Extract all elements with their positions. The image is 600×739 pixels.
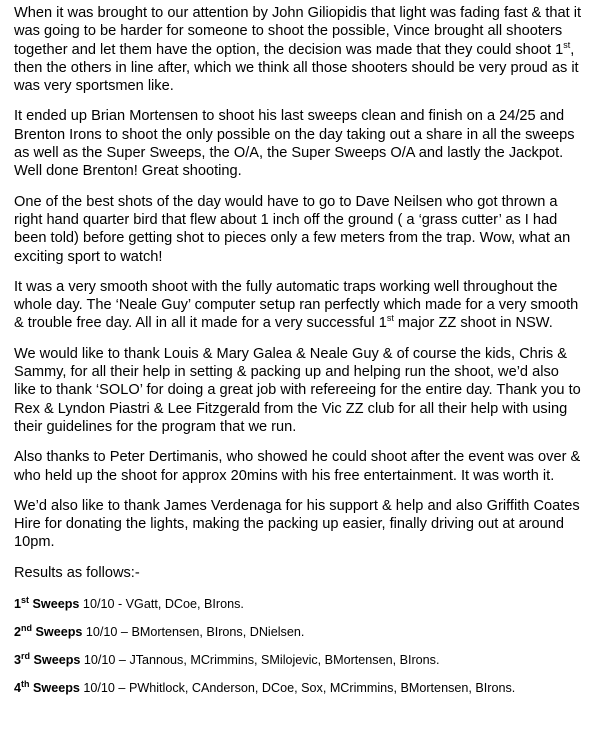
result-row-3: 3rd Sweeps 10/10 – JTannous, MCrimmins, SMilojevic, BMortensen, BIrons. <box>14 650 440 667</box>
paragraph-thanks-james: We’d also like to thank James Verdenaga for his support & help and also Griffith Coates Hire for donating the lights, making the packing up easier, finally driving out at around 10pm. <box>14 497 580 551</box>
paragraph-smooth-shoot: It was a very smooth shoot with the fully automatic traps working well throughout the whole day. The ‘Neale Guy’ computer setup ran perfectly which made for a very smooth & trouble free day. All in all it made for a very successful 1st major ZZ shoot in NSW. <box>14 278 579 332</box>
result-row-2: 2nd Sweeps 10/10 – BMortensen, BIrons, DNielsen. <box>14 622 305 639</box>
paragraph-brenton-irons: It ended up Brian Mortensen to shoot his last sweeps clean and finish on a 24/25 and Brenton Irons to shoot the only possible on the day taking out a share in all the sweeps as well as the Super Sweeps, the O/A, the Super Sweeps O/A and lastly the Jackpot. Well done Brenton! Great shooting. <box>14 108 575 180</box>
paragraph-thanks-peter: Also thanks to Peter Dertimanis, who showed he could shoot after the event was over & who held up the shoot for approx 20mins with his free entertainment. It was worth it. <box>14 449 581 484</box>
result-row-1: 1st Sweeps 10/10 - VGatt, DCoe, BIrons. <box>14 594 244 611</box>
paragraph-best-shot: One of the best shots of the day would have to go to Dave Neilsen who got thrown a right hand quarter bird that flew about 1 inch off the ground ( a ‘grass cutter’ as I had been told) before getting shot to pieces only a few meters from the trap. Wow, what an exciting sport to watch! <box>14 193 571 265</box>
results-heading: Results as follows:- <box>14 564 140 581</box>
paragraph-thanks-helpers: We would like to thank Louis & Mary Galea & Neale Guy & of course the kids, Chris & Sammy, for all their help in setting & packing up and helping run the shoot, we’d also like to thank ‘SOLO’ for doing a great job with refereeing for the entire day. Thank you to Rex & Lyndon Piastri & Lee Fitzgerald from the Vic ZZ club for all their help with using their guidelines for the program that we run. <box>14 345 581 435</box>
paragraph-light-fading: When it was brought to our attention by John Giliopidis that light was fading fast & that it was going to be harder for someone to shoot the possible, Vince brought all shooters together and let them have the option, the decision was made that they could shoot 1st, then the others in line after, which we think all those shooters should be very proud as it was very sportsmen like. <box>14 5 582 95</box>
result-row-4: 4th Sweeps 10/10 – PWhitlock, CAnderson, DCoe, Sox, MCrimmins, BMortensen, BIrons. <box>14 678 516 695</box>
